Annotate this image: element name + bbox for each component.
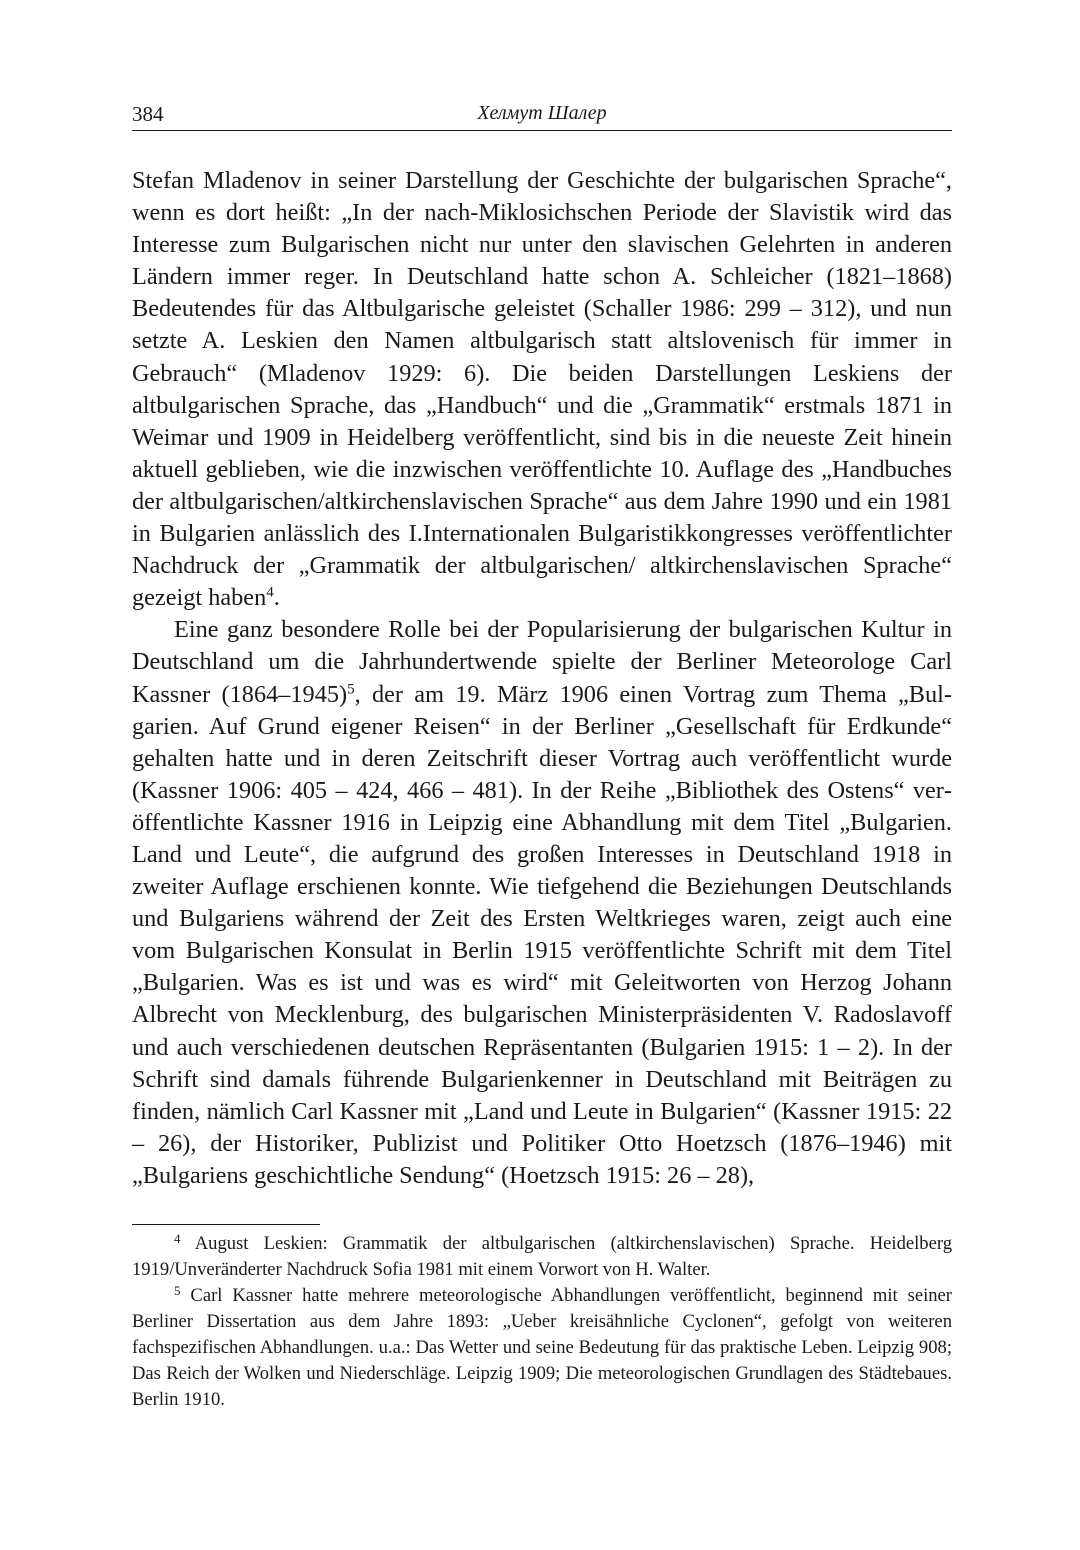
- page-number: 384: [132, 102, 164, 126]
- page-header: [132, 100, 952, 131]
- paragraph-text: Eine ganz besondere Rolle bei der Popularisierung der bulgarischen Kultur in Deutschland um die Jahrhundertwende spielte der Berliner Meteorologe Carl Kassner (1864–1945): [132, 616, 952, 708]
- paragraph-2: [132, 614, 952, 1192]
- paragraph-tail: .: [273, 584, 280, 612]
- footnote-ref-4: 4: [266, 584, 274, 601]
- running-title: Хелмут Шалер: [477, 102, 607, 124]
- footnotes: [132, 1231, 952, 1413]
- paragraph-text: Stefan Mladenov in seiner Darstellung der Geschichte der bulgarischen Sprache“, wenn es dort heißt: „In der nach-Miklosichschen Periode der Slavistik wird das Interesse zum Bulgarischen nicht nur unter den slavischen Gelehrten in anderen Ländern immer reger. In Deutschland hatte schon A. Schleicher (1821–1868) Bedeutendes für das Altbulgarische geleistet (Schaller 1986: 299 – 312), und nun setzte A. Leskien den Namen altbulgarisch statt altslovenisch für immer in Gebrauch“ (Mladenov 1929: 6). Die beiden Darstellungen Leskiens der altbulgarischen Sprache, das „Handbuch“ und die „Grammatik“ erstmals 1871 in Weimar und 1909 in Heidelberg veröffentlicht, sind bis in die neueste Zeit hinein aktuell geblieben, wie die inzwischen veröffentlichte 10. Auflage des „Handbuches der altbulgarischen/altkirchenslavischen Sprache“ aus dem Jahre 1990 und ein 1981 in Bulgarien anlässlich des I.Internationalen Bulgaristikkongresses veröffentlichter Nachdruck der „Grammatik der altbulgarischen/ altkirchenslavischen Sprache“ gezeigt haben: [132, 167, 952, 612]
- body-text: [132, 165, 952, 1192]
- footnote-text: Carl Kassner hatte mehrere meteorologische Abhandlungen veröffentlicht, beginnend mit seiner Berliner Dissertation aus dem Jahre 1893: „Ueber kreisähnliche Cyclonen“, gefolgt von weiteren fachspezifischen Abhandlungen. u.a.: Das Wetter und seine Bedeutung für das praktische Leben. Leipzig 908; Das Reich der Wolken und Niederschläge. Leipzig 1909; Die meteorologischen Grundlagen des Städtebaues. Berlin 1910.: [132, 1285, 952, 1410]
- footnote-4: [132, 1231, 952, 1283]
- footnote-5: [132, 1283, 952, 1413]
- paragraph-text-continued: , der am 19. März 1906 einen Vortrag zum Thema „Bulgarien. Auf Grund eigener Reisen“ in der Berliner „Gesellschaft für Erdkunde“ gehalten hatte und in deren Zeitschrift dieser Vortrag auch veröffentlicht wurde (Kassner 1906: 405 – 424, 466 – 481). In der Reihe „Bibliothek des Ostens“ veröffentlichte Kassner 1916 in Leipzig eine Abhandlung mit dem Titel „Bulgarien. Land und Leute“, die aufgrund des großen Interesses in Deutschland 1918 in zweiter Auflage erschienen konnte. Wie tiefgehend die Beziehungen Deutschlands und Bulgariens während der Zeit des Ersten Weltkrieges waren, zeigt auch eine vom Bulgarischen Konsulat in Berlin 1915 veröffentlichte Schrift mit dem Titel „Bulgarien. Was es ist und was es wird“ mit Geleitworten von Herzog Johann Albrecht von Mecklenburg, des bulgarischen Ministerpräsidenten V. Radoslavoff und auch verschiedenen deutschen Repräsentanten (Bulgarien 1915: 1 – 2). In der Schrift sind damals führende Bulgarienkenner in Deutschland mit Beiträgen zu finden, nämlich Carl Kassner mit „Land und Leute in Bulgarien“ (Kassner 1915: 22 – 26), der Historiker, Publizist und Politiker Otto Hoetzsch (1876–1946) mit „Bulgariens geschichtliche Sendung“ (Hoetzsch 1915: 26 – 28),: [132, 680, 952, 1189]
- footnote-number: 4: [174, 1231, 181, 1247]
- footnote-ref-5: 5: [347, 681, 355, 698]
- footnote-separator: [132, 1224, 320, 1225]
- footnote-number: 5: [174, 1283, 181, 1299]
- paragraph-1: [132, 165, 952, 614]
- footnote-text: August Leskien: Grammatik der altbulgarischen (altkirchenslavischen) Sprache. Heidelberg 1919/Unveränderter Nachdruck Sofia 1981 mit einem Vorwort von H. Walter.: [132, 1233, 952, 1280]
